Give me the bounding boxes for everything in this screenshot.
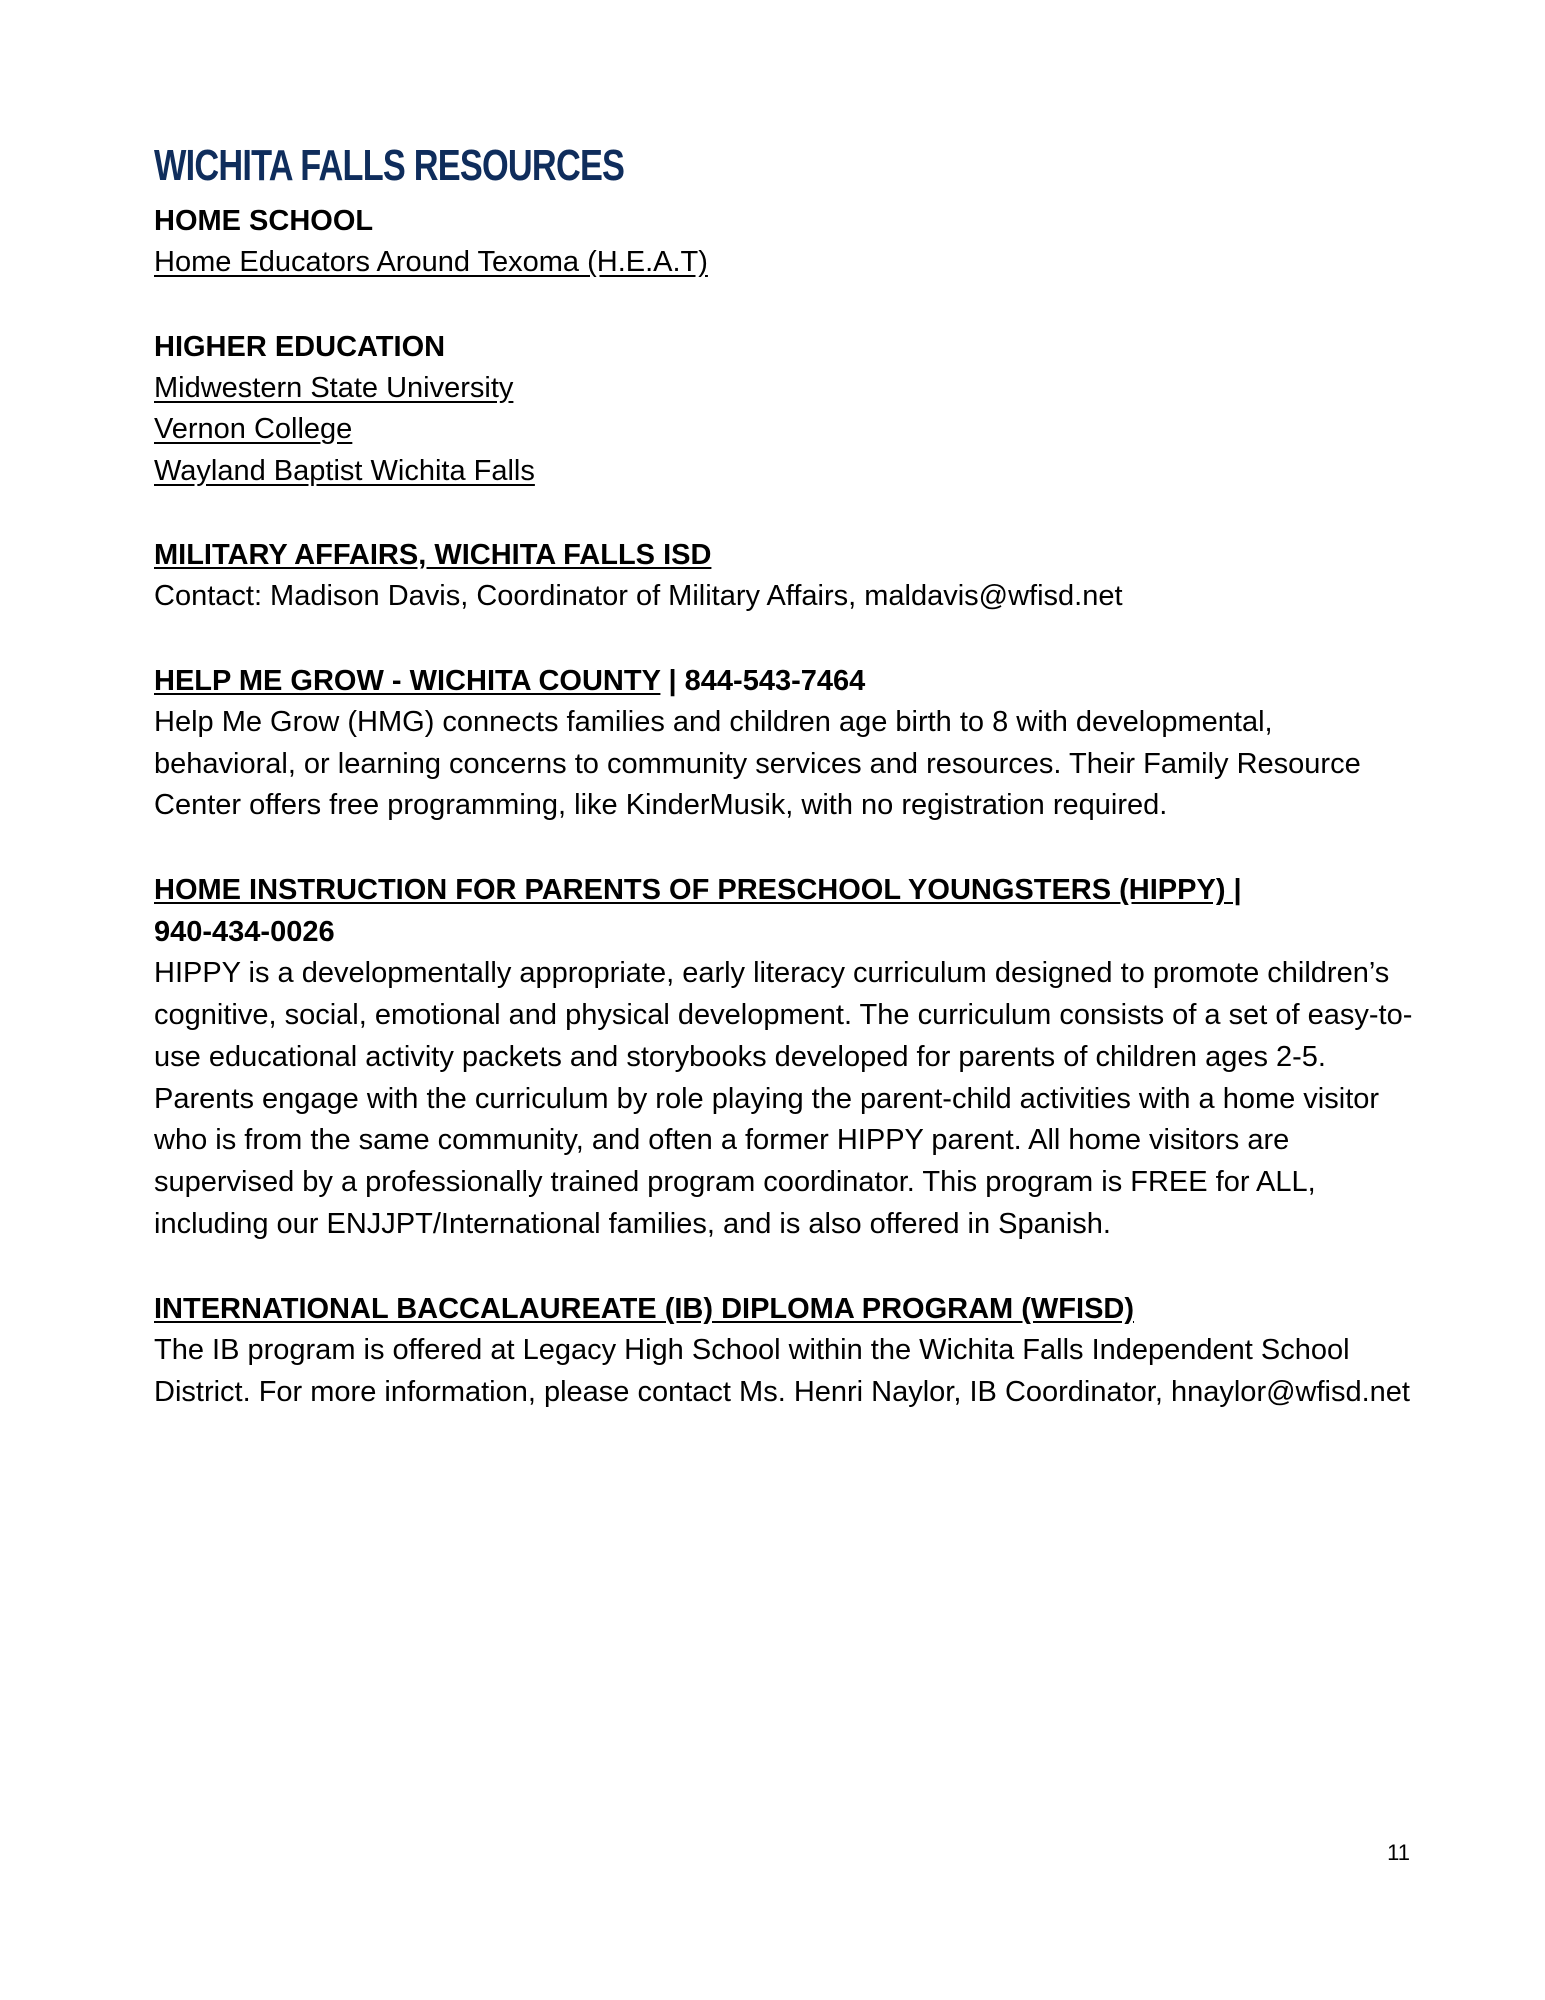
link-heat[interactable]: Home Educators Around Texoma (H.E.A.T) <box>154 246 708 278</box>
section-higher-education <box>154 326 1414 493</box>
section-ib-program <box>154 1288 1414 1414</box>
hippy-link[interactable]: HOME INSTRUCTION FOR PARENTS OF PRESCHOOL YOUNGSTERS (HIPPY) | <box>154 874 1242 907</box>
section-heading-hippy <box>154 869 1414 911</box>
ib-program-link[interactable]: INTERNATIONAL BACCALAUREATE (IB) DIPLOMA PROGRAM (WFISD) <box>154 1292 1135 1325</box>
military-affairs-link[interactable]: MILITARY AFFAIRS, WICHITA FALLS ISD <box>154 539 712 571</box>
help-me-grow-phone: | 844-543-7464 <box>660 664 866 697</box>
ib-program-description: The IB program is offered at Legacy High School within the Wichita Falls Independent School District. For more information, please contact Ms. Henri Naylor, IB Coordinator, hnaylor@wfisd.net <box>154 1333 1410 1408</box>
section-heading-ib-program <box>154 1288 1414 1330</box>
section-help-me-grow <box>154 660 1414 827</box>
page-title: WICHITA FALLS RESOURCES <box>154 141 625 190</box>
section-home-school <box>154 200 1414 284</box>
page-number: 11 <box>1387 1840 1410 1865</box>
section-heading-help-me-grow <box>154 660 1414 702</box>
link-vernon-college[interactable]: Vernon College <box>154 413 353 445</box>
help-me-grow-link[interactable]: HELP ME GROW - WICHITA COUNTY <box>154 664 661 697</box>
section-heading-military-affairs <box>154 534 1414 576</box>
section-military-affairs <box>154 534 1414 618</box>
link-wayland-baptist[interactable]: Wayland Baptist Wichita Falls <box>154 454 535 487</box>
hippy-phone: 940-434-0026 <box>154 916 335 949</box>
section-heading-higher-education: HIGHER EDUCATION <box>154 330 446 363</box>
military-affairs-contact: Contact: Madison Davis, Coordinator of Military Affairs, maldavis@wfisd.net <box>154 580 1123 612</box>
link-midwestern-state-university[interactable]: Midwestern State University <box>154 371 514 404</box>
page-content <box>154 136 1414 1455</box>
hippy-description: HIPPY is a developmentally appropriate, early literacy curriculum designed to promote children’s cognitive, social, emotional and physical development. The curriculum consists of a set of easy-to-use educational activity packets and storybooks developed for parents of children ages 2-5. Parents engage with the curriculum by role playing the parent-child activities with a home visitor who is from the same community, and often a former HIPPY parent. All home visitors are supervised by a professionally trained program coordinator. This program is FREE for ALL, including our ENJJPT/International families, and is also offered in Spanish. <box>154 957 1413 1240</box>
section-hippy <box>154 869 1414 1246</box>
section-heading-home-school: HOME SCHOOL <box>154 205 374 237</box>
help-me-grow-description: Help Me Grow (HMG) connects families and children age birth to 8 with developmental, behavioral, or learning concerns to community services and resources. Their Family Resource Center offers free programming, like KinderMusik, with no registration required. <box>154 705 1361 822</box>
